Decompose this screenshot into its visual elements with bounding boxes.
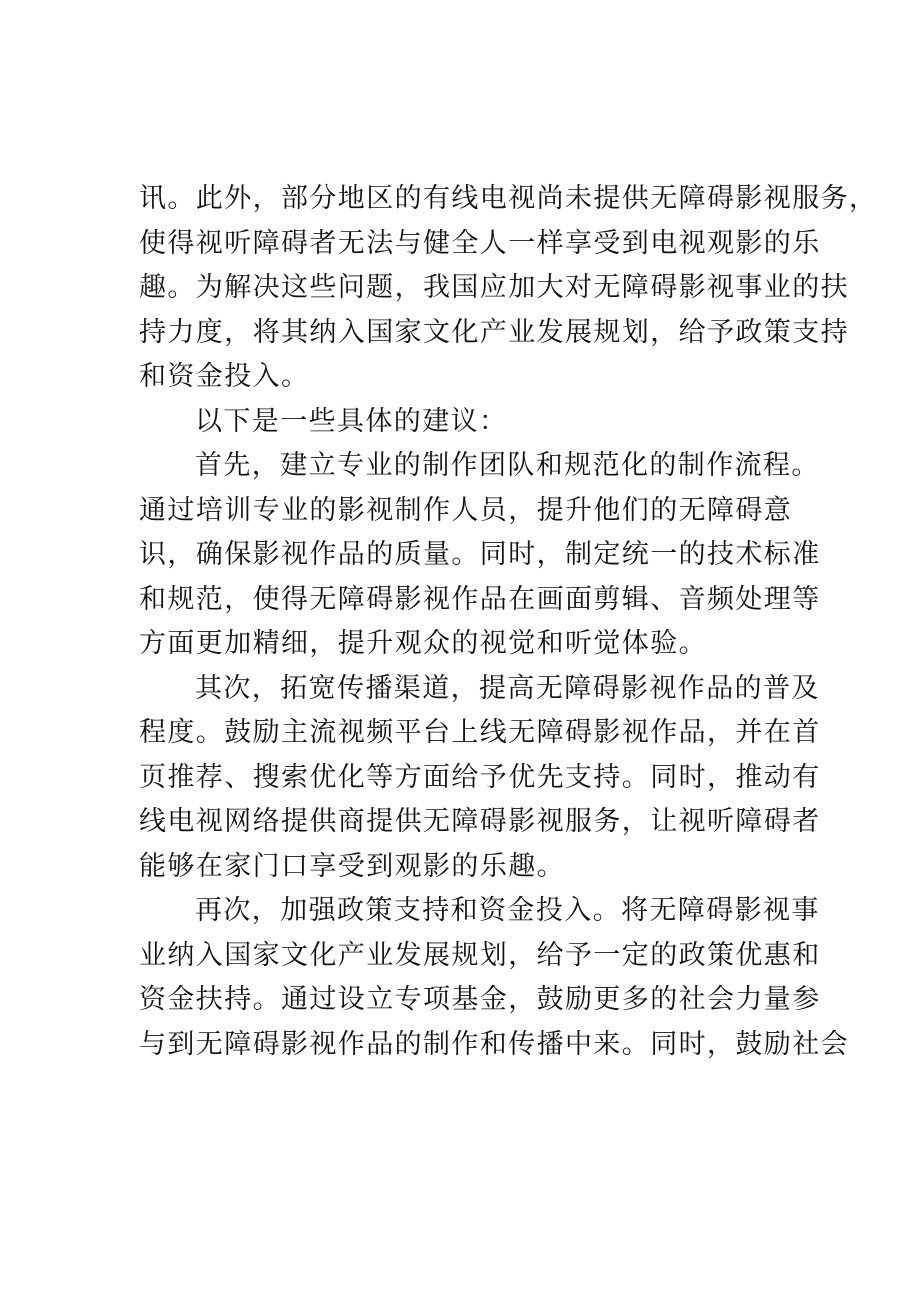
text-line: 页推荐、搜索优化等方面给予优先支持。同时，推动有 (139, 761, 821, 793)
body-text (139, 177, 878, 1067)
text-line: 线电视网络提供商提供无障碍影视服务，让视听障碍者 (139, 806, 821, 837)
text-line: 以下是一些具体的建议： (195, 405, 508, 437)
text-line: 再次，加强政策支持和资金投入。将无障碍影视事 (195, 895, 820, 926)
text-line: 与到无障碍影视作品的制作和传播中来。同时，鼓励社会 (139, 1028, 849, 1060)
text-line: 程度。鼓励主流视频平台上线无障碍影视作品，并在首 (139, 717, 821, 748)
text-line: 讯。此外，部分地区的有线电视尚未提供无障碍影视服务， (139, 183, 878, 214)
text-line: 其次，拓宽传播渠道，提高无障碍影视作品的普及 (195, 672, 820, 704)
text-line: 使得视听障碍者无法与健全人一样享受到电视观影的乐 (139, 227, 821, 259)
text-line: 和资金投入。 (139, 361, 310, 392)
text-line: 业纳入国家文化产业发展规划，给予一定的政策优惠和 (139, 939, 821, 971)
text-line: 能够在家门口享受到观影的乐趣。 (139, 850, 565, 882)
text-line: 和规范，使得无障碍影视作品在画面剪辑、音频处理等 (139, 583, 821, 615)
text-line: 资金扶持。通过设立专项基金，鼓励更多的社会力量参 (139, 984, 821, 1015)
text-line: 通过培训专业的影视制作人员，提升他们的无障碍意 (139, 494, 793, 526)
text-line: 方面更加精细，提升观众的视觉和听觉体验。 (139, 628, 707, 659)
text-line: 识，确保影视作品的质量。同时，制定统一的技术标准 (139, 539, 821, 570)
text-line: 趣。为解决这些问题，我国应加大对无障碍影视事业的扶 (139, 272, 849, 303)
text-line: 持力度，将其纳入国家文化产业发展规划，给予政策支持 (139, 316, 849, 348)
text-line: 首先，建立专业的制作团队和规范化的制作流程。 (195, 450, 820, 481)
